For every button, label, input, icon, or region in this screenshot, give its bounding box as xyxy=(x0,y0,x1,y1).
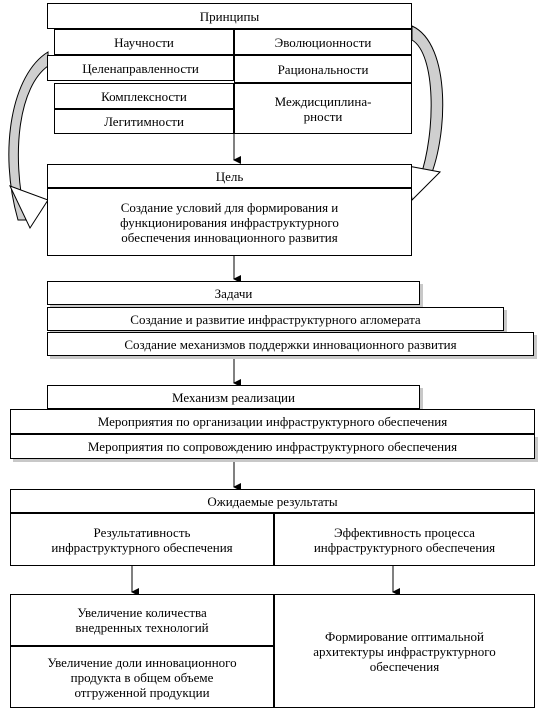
result-efficiency: Эффективность процесса инфраструктурного обеспечения xyxy=(274,513,535,566)
mechanism-support: Мероприятия по сопровождению инфраструктурного обеспечения xyxy=(10,434,535,459)
goal-title: Цель xyxy=(47,164,412,188)
outcome-optimal-architecture: Формирование оптимальной архитектуры инфраструктурного обеспечения xyxy=(274,594,535,708)
task-support-mechanisms: Создание механизмов поддержки инновационного развития xyxy=(47,332,534,356)
principle-purposeful: Целенаправленности xyxy=(47,55,234,81)
outcome-innovative-share: Увеличение доли инновационного продукта в общем объеме отгруженной продукции xyxy=(10,646,274,708)
principle-legitimate: Легитимности xyxy=(54,109,234,134)
principle-scientific: Научности xyxy=(54,29,234,55)
result-effectiveness: Результативность инфраструктурного обеспечения xyxy=(10,513,274,566)
outcome-more-technologies: Увеличение количества внедренных технологий xyxy=(10,594,274,646)
principle-interdisciplinary: Междисциплина- рности xyxy=(234,83,412,134)
principle-complex: Комплексности xyxy=(54,83,234,109)
mechanism-title: Механизм реализации xyxy=(47,385,420,409)
right-curved-arrow xyxy=(412,26,443,182)
principle-rational: Рациональности xyxy=(234,55,412,83)
results-title: Ожидаемые результаты xyxy=(10,489,535,513)
principle-evolutionary: Эволюционности xyxy=(234,29,412,55)
principles-title: Принципы xyxy=(47,3,412,29)
task-agglomerate: Создание и развитие инфраструктурного агломерата xyxy=(47,307,504,331)
mechanism-organization: Мероприятия по организации инфраструктурного обеспечения xyxy=(10,409,535,434)
right-curved-arrow-head xyxy=(408,166,440,200)
goal-text: Создание условий для формирования и функционирования инфраструктурного обеспечения инновационного развития xyxy=(47,188,412,256)
tasks-title: Задачи xyxy=(47,281,420,305)
